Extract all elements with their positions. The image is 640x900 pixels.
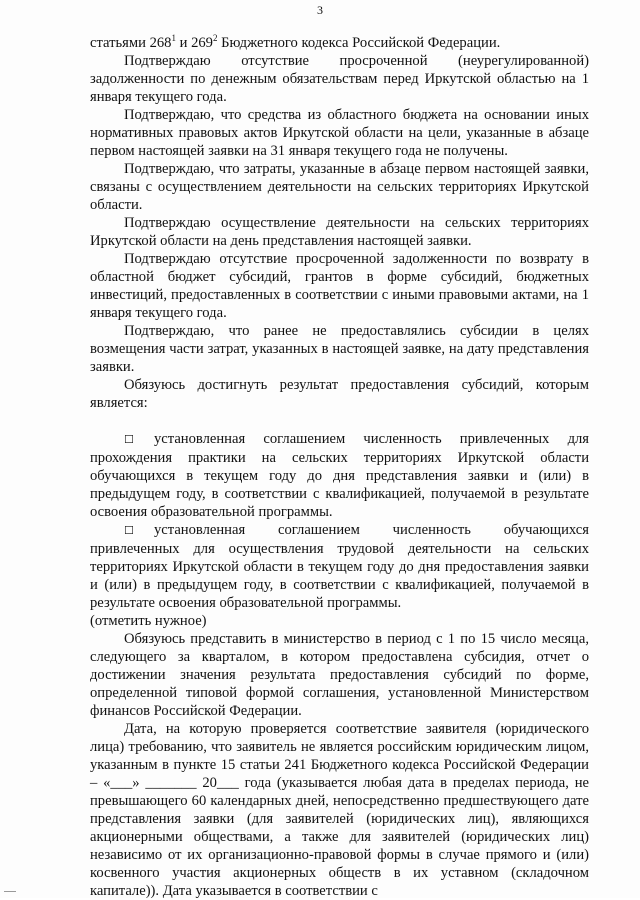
- p0-sup-2: 2: [212, 33, 218, 44]
- mark-needed-note: (отметить нужное): [90, 613, 207, 629]
- paragraph-no-overdue-return: Подтверждаю отсутствие просроченной задолженности по возврату в областной бюджет субсидий, грантов в форме субсидий, бюджетных инвестиций, предоставленных в соответствии с иными правовыми актами, на 1 января текущего года.: [90, 251, 589, 321]
- page-number: 3: [317, 3, 323, 17]
- spacer: [90, 412, 589, 430]
- paragraph-budget-code-reference: [90, 34, 589, 52]
- checkbox-icon[interactable]: ☐: [124, 433, 134, 446]
- document-body: [90, 34, 589, 900]
- paragraph-no-prior-subsidy: Подтверждаю, что ранее не предоставлялись субсидии в целях возмещения части затрат, указанных в настоящей заявке, на дату представления заявки.: [90, 323, 589, 375]
- paragraph-rural-activity: Подтверждаю осуществление деятельности на сельских территориях Иркутской области на день представления настоящей заявки.: [90, 215, 589, 249]
- paragraph-result-commitment: Обязуюсь достигнуть результат предоставления субсидий, которым является:: [90, 377, 589, 411]
- paragraph-verification-date: Дата, на которую проверяется соответствие заявителя (юридического лица) требованию, что заявитель не является российским юридическим лицом, указанным в пункте 15 статьи 241 Бюджетного кодекса Российской Федерации – «___» _______ 20___ года (указывается любая дата в пределах периода, не превышающего 60 календарных дней, непосредственно предшествующего дате представления заявки (для заявителей (юридических лиц), являющихся акционерными обществами, а также для заявителей (юридических лиц) независимо от их организационно-правовой формы в случае прямого и (или) косвенного участия акционерных обществ в их уставном (складочном капитале)). Дата указывается в соответствии с: [90, 721, 589, 899]
- paragraph-no-other-funds: Подтверждаю, что средства из областного бюджета на основании иных нормативных правовых актов Иркутской области на цели, указанные в абзаце первом настоящей заявки на 31 января текущего года не получены.: [90, 107, 589, 159]
- p0-post: Бюджетного кодекса Российской Федерации.: [217, 35, 501, 51]
- checkbox-icon[interactable]: ☐: [124, 524, 134, 537]
- option-employment: [90, 521, 589, 612]
- paragraph-no-debt: Подтверждаю отсутствие просроченной (неурегулированной) задолженности по денежным обязательствам перед Иркутской областью на 1 января текущего года.: [90, 53, 589, 105]
- option-practice: [90, 430, 589, 521]
- option-employment-text: установленная соглашением численность обучающихся привлеченных для осуществления трудовой деятельности на сельских территориях Иркутской области в текущем году до дня предоставления заявки и (или) в предыдущем году, в соответствии с квалификацией, получаемой в результате освоения образовательной программы.: [90, 522, 589, 611]
- paragraph-rural-costs: Подтверждаю, что затраты, указанные в абзаце первом настоящей заявки, связаны с осуществлением деятельности на сельских территориях Иркутской области.: [90, 161, 589, 213]
- p0-mid: и 269: [175, 35, 213, 51]
- paragraph-report-commitment: Обязуюсь представить в министерство в период с 1 по 15 число месяца, следующего за кварталом, в котором предоставлена субсидия, отчет о достижении значения результата предоставления субсидий по форме, определенной типовой формой соглашения, установленной Министерством финансов Российской Федерации.: [90, 631, 589, 719]
- option-practice-text: установленная соглашением численность привлеченных для прохождения практики на сельских территориях Иркутской области обучающихся в текущем году до дня представления заявки и (или) в предыдущем году, в соответствии с квалификацией, получаемой в результате освоения образовательной программы.: [90, 431, 589, 520]
- p0-pre: статьями 268: [90, 35, 172, 51]
- scan-margin-mark: [4, 891, 16, 892]
- p0-sup-1: 1: [171, 33, 176, 44]
